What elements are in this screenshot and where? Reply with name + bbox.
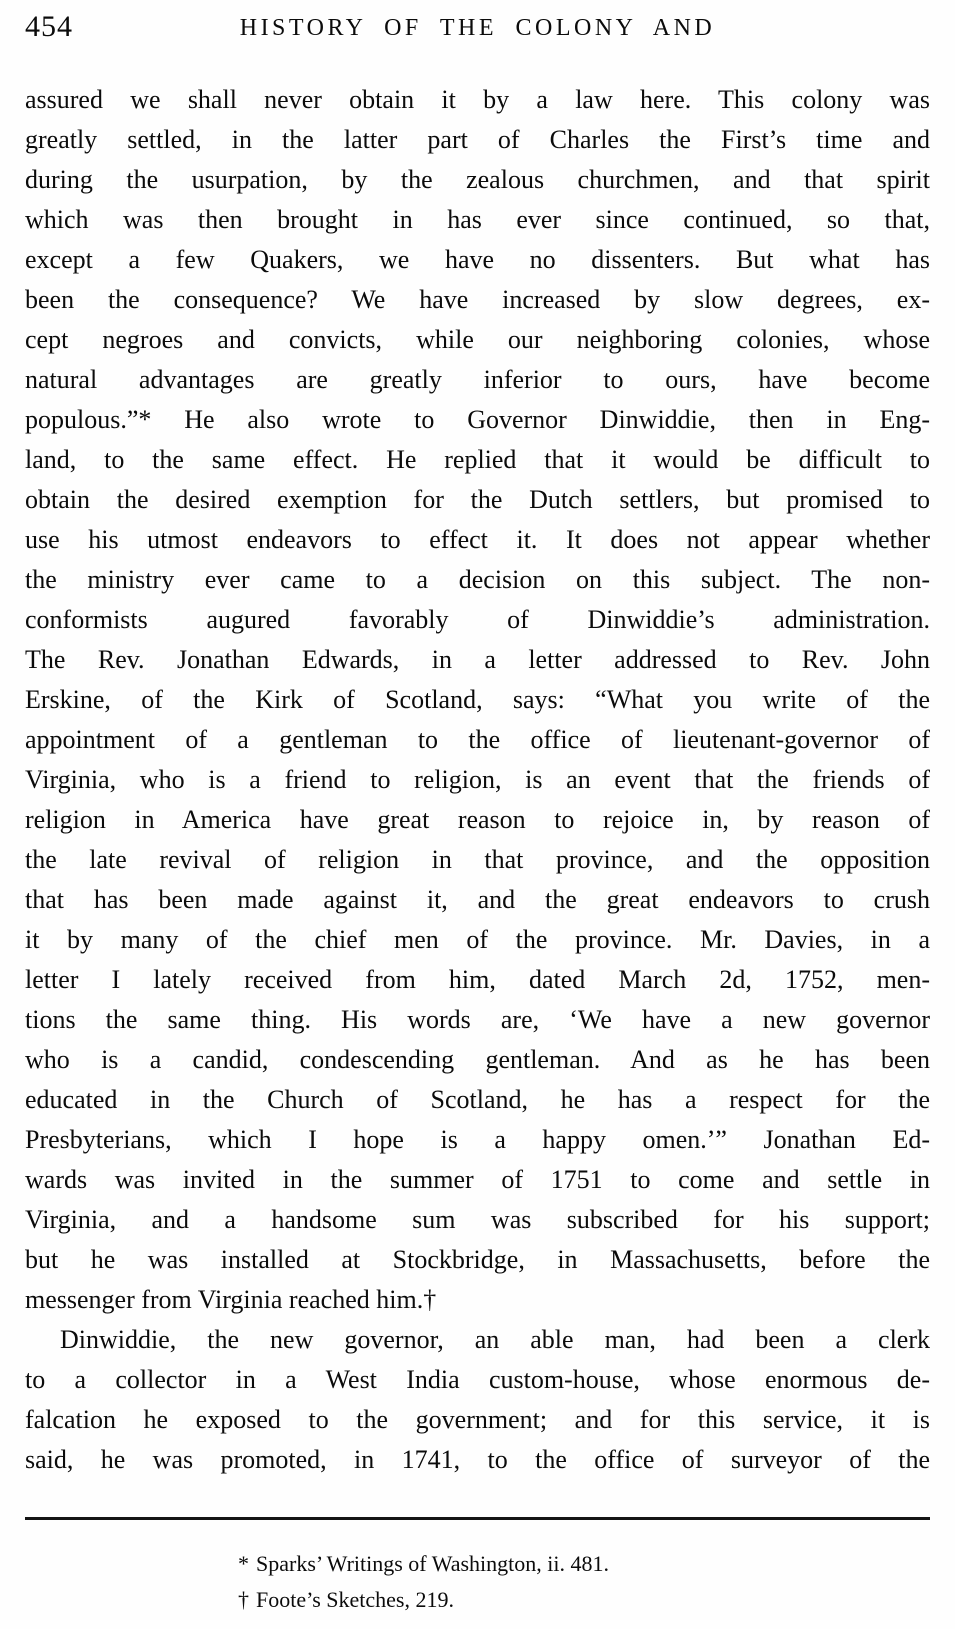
- text-line: wards was invited in the summer of 1751 to come and settle in: [25, 1165, 930, 1194]
- text-line: Dinwiddie, the new governor, an able man, had been a clerk: [60, 1325, 930, 1354]
- footnote: [238, 1582, 609, 1618]
- footnote-text: Sparks’ Writings of Washington, ii. 481.: [256, 1551, 609, 1576]
- footnote-marker: †: [238, 1587, 249, 1612]
- text-line: obtain the desired exemption for the Dutch settlers, but promised to: [25, 485, 930, 514]
- text-line: it by many of the chief men of the province. Mr. Davies, in a: [25, 925, 930, 954]
- text-line: during the usurpation, by the zealous churchmen, and that spirit: [25, 165, 930, 194]
- text-line: which was then brought in has ever since continued, so that,: [25, 205, 930, 234]
- text-line: natural advantages are greatly inferior to ours, have become: [25, 365, 930, 394]
- text-line: conformists augured favorably of Dinwiddie’s administration.: [25, 605, 930, 634]
- footnotes: [238, 1546, 609, 1618]
- text-line: land, to the same effect. He replied that it would be difficult to: [25, 445, 930, 474]
- text-line: to a collector in a West India custom-house, whose enormous de-: [25, 1365, 930, 1394]
- text-line: cept negroes and convicts, while our neighboring colonies, whose: [25, 325, 930, 354]
- text-line: Erskine, of the Kirk of Scotland, says: “What you write of the: [25, 685, 930, 714]
- running-header: HISTORY OF THE COLONY AND: [239, 15, 716, 41]
- text-line: the ministry ever came to a decision on this subject. The non-: [25, 565, 930, 594]
- text-line: said, he was promoted, in 1741, to the office of surveyor of the: [25, 1445, 930, 1474]
- text-line: appointment of a gentleman to the office of lieutenant-governor of: [25, 725, 930, 754]
- page-header: [25, 10, 930, 54]
- text-line: educated in the Church of Scotland, he has a respect for the: [25, 1085, 930, 1114]
- text-line: falcation he exposed to the government; and for this service, it is: [25, 1405, 930, 1434]
- text-line: who is a candid, condescending gentleman. And as he has been: [25, 1045, 930, 1074]
- page-number: 454: [25, 10, 73, 43]
- text-line: religion in America have great reason to rejoice in, by reason of: [25, 805, 930, 834]
- text-line: greatly settled, in the latter part of Charles the First’s time and: [25, 125, 930, 154]
- text-line: been the consequence? We have increased by slow degrees, ex-: [25, 285, 930, 314]
- text-line: assured we shall never obtain it by a law here. This colony was: [25, 85, 930, 114]
- text-line: Virginia, who is a friend to religion, is an event that the friends of: [25, 765, 930, 794]
- footnote-divider: [25, 1517, 930, 1520]
- text-line: populous.”* He also wrote to Governor Dinwiddie, then in Eng-: [25, 405, 930, 434]
- text-line: The Rev. Jonathan Edwards, in a letter addressed to Rev. John: [25, 645, 930, 674]
- text-line: the late revival of religion in that province, and the opposition: [25, 845, 930, 874]
- text-line: that has been made against it, and the great endeavors to crush: [25, 885, 930, 914]
- text-line: Presbyterians, which I hope is a happy omen.’” Jonathan Ed-: [25, 1125, 930, 1154]
- text-line: Virginia, and a handsome sum was subscribed for his support;: [25, 1205, 930, 1234]
- text-line: except a few Quakers, we have no dissenters. But what has: [25, 245, 930, 274]
- footnote-text: Foote’s Sketches, 219.: [256, 1587, 454, 1612]
- text-line: messenger from Virginia reached him.†: [25, 1285, 437, 1314]
- text-line: tions the same thing. His words are, ‘We have a new governor: [25, 1005, 930, 1034]
- page-body: [25, 80, 930, 1480]
- text-line: use his utmost endeavors to effect it. It does not appear whether: [25, 525, 930, 554]
- footnote: [238, 1546, 609, 1582]
- text-line: letter I lately received from him, dated March 2d, 1752, men-: [25, 965, 930, 994]
- footnote-marker: *: [238, 1551, 249, 1576]
- text-line: but he was installed at Stockbridge, in Massachusetts, before the: [25, 1245, 930, 1274]
